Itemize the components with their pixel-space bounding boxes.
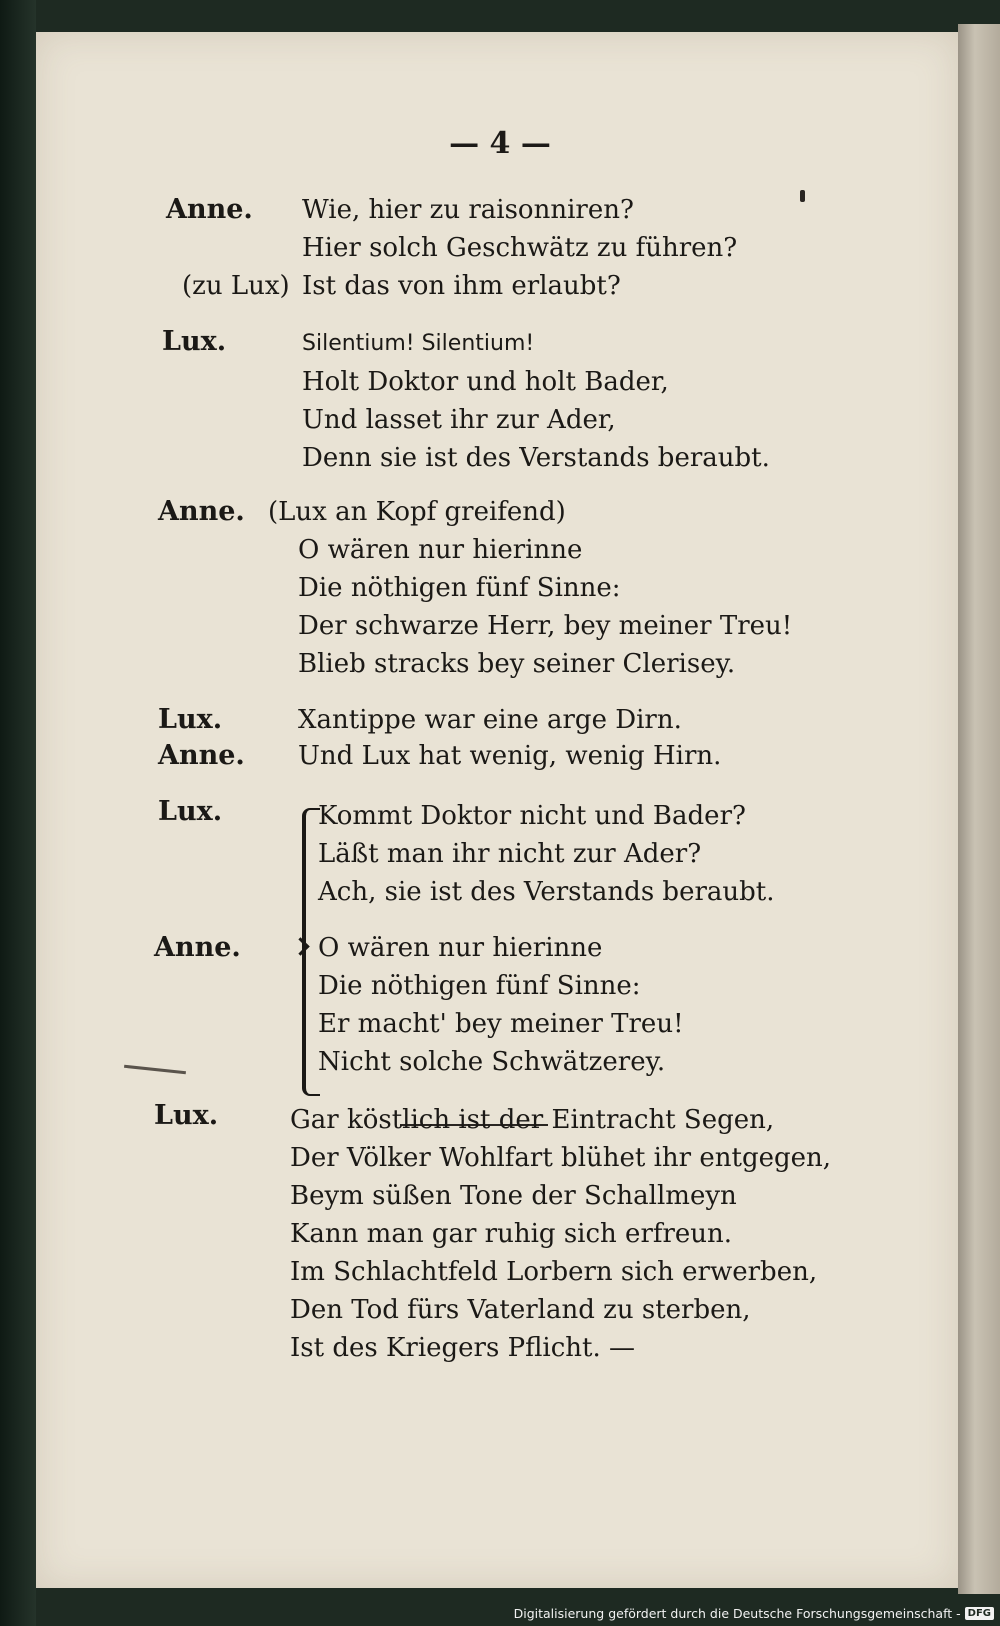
verse-line: Ist das von ihm erlaubt? — [302, 271, 621, 301]
verse-line: Im Schlachtfeld Lorbern sich erwerben, — [290, 1257, 818, 1287]
stage-direction: (Lux an Kopf greifend) — [268, 497, 566, 527]
verse-line: Die nöthigen fünf Sinne: — [318, 971, 641, 1001]
verse-line: O wären nur hierinne — [318, 933, 603, 963]
verse-line: Kommt Doktor nicht und Bader? — [318, 801, 746, 831]
speaker-label: Lux. — [158, 796, 223, 827]
verse-line: Der Völker Wohlfart blühet ihr entgegen, — [290, 1143, 832, 1173]
verse-line: O wären nur hierinne — [298, 535, 583, 565]
verse-line: Xantippe war eine arge Dirn. — [298, 705, 682, 735]
verse-line: Beym süßen Tone der Schallmeyn — [290, 1181, 737, 1211]
stage-direction: (zu Lux) — [182, 271, 290, 301]
footer-text: Digitalisierung gefördert durch die Deutsche Forschungsgemeinschaft - — [513, 1605, 961, 1621]
verse-line: Kann man gar ruhig sich erfreun. — [290, 1219, 733, 1249]
speaker-label: Lux. — [158, 704, 223, 735]
verse-line: Und Lux hat wenig, wenig Hirn. — [298, 741, 722, 771]
speaker-label: Anne. — [166, 194, 253, 225]
dfg-logo: DFG — [965, 1607, 994, 1620]
verse-line: Holt Doktor und holt Bader, — [302, 367, 669, 397]
speaker-label: Anne. — [158, 740, 245, 771]
verse-line: Der schwarze Herr, bey meiner Treu! — [298, 611, 793, 641]
verse-line: Nicht solche Schwätzerey. — [318, 1047, 666, 1077]
verse-line: Die nöthigen fünf Sinne: — [298, 573, 621, 603]
verse-line: Wie, hier zu raisonniren? — [302, 195, 634, 225]
speaker-label: Lux. — [154, 1100, 219, 1131]
verse-line: Läßt man ihr nicht zur Ader? — [318, 839, 702, 869]
book-gutter — [0, 0, 36, 1626]
verse-line: Und lasset ihr zur Ader, — [302, 405, 616, 435]
speaker-label: Anne. — [154, 932, 241, 963]
verse-line: Silentium! Silentium! — [302, 331, 535, 356]
digitization-footer — [514, 1602, 994, 1624]
page-edge — [958, 24, 1000, 1594]
verse-line: Hier solch Geschwätz zu führen? — [302, 233, 738, 263]
verse-line: Gar köstlich ist der Eintracht Segen, — [290, 1105, 775, 1135]
ink-mark — [800, 190, 805, 202]
verse-line: Er macht' bey meiner Treu! — [318, 1009, 684, 1039]
verse-line: Denn sie ist des Verstands beraubt. — [302, 443, 770, 473]
speaker-label: Lux. — [162, 326, 227, 357]
verse-line: Den Tod fürs Vaterland zu sterben, — [290, 1295, 751, 1325]
verse-line: Ist des Kriegers Pflicht. — — [290, 1333, 636, 1363]
speaker-label: Anne. — [158, 496, 245, 527]
verse-line: Ach, sie ist des Verstands beraubt. — [318, 877, 775, 907]
verse-line: Blieb stracks bey seiner Clerisey. — [298, 649, 736, 679]
page-number: — 4 — — [449, 126, 551, 161]
